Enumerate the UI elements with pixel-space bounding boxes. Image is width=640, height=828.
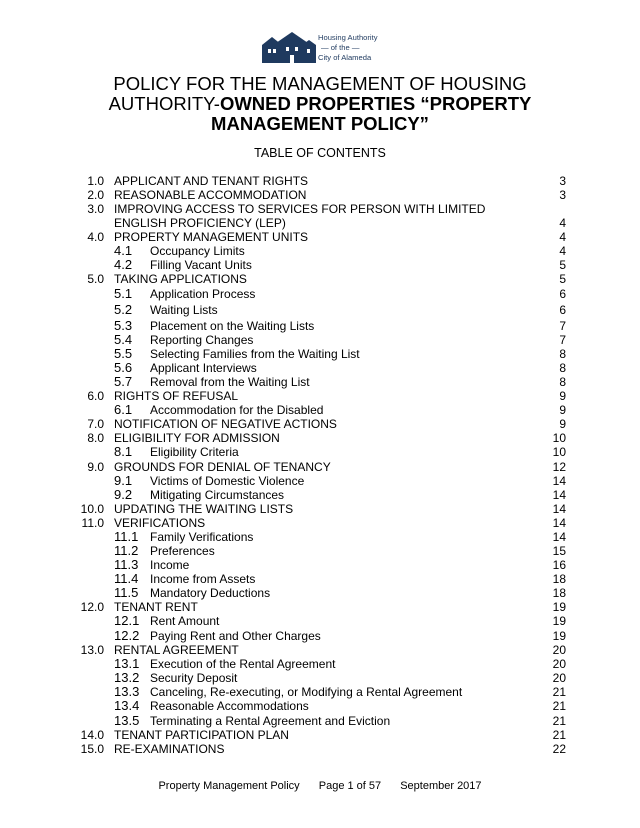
toc-entry-num: 13.1	[114, 656, 140, 671]
toc-heading: TABLE OF CONTENTS	[254, 146, 386, 160]
toc-entry-num: 12.2	[114, 628, 140, 643]
toc-entry-num: 3.0	[87, 202, 104, 216]
toc-entry	[0, 258, 640, 272]
toc-entry	[0, 287, 640, 301]
toc-entry-page: 6	[559, 303, 566, 317]
toc-entry-text: UPDATING THE WAITING LISTS	[114, 502, 294, 516]
toc-entry	[0, 319, 640, 333]
toc-entry-text: Selecting Families from the Waiting List	[150, 347, 360, 361]
toc-entry	[0, 347, 640, 361]
toc-entry-text: GROUNDS FOR DENIAL OF TENANCY	[114, 460, 331, 474]
toc-entry	[0, 403, 640, 417]
toc-entry	[0, 714, 640, 728]
logo-line-3: City of Alameda	[318, 53, 372, 62]
toc-entry-text: TENANT PARTICIPATION PLAN	[114, 728, 289, 742]
toc-entry-page: 10	[552, 445, 566, 459]
toc-entry	[0, 445, 640, 459]
title-line-2	[40, 94, 600, 114]
toc-entry-text: Accommodation for the Disabled	[150, 403, 324, 417]
toc-entry	[0, 699, 640, 713]
title-line-3: MANAGEMENT POLICY”	[211, 113, 429, 134]
toc-entry-text: Mitigating Circumstances	[150, 488, 285, 502]
toc-entry-text: Rent Amount	[150, 614, 220, 628]
footer-date: September 2017	[400, 780, 482, 792]
toc-entry-page: 4	[559, 230, 566, 244]
toc-entry-num: 4.0	[87, 230, 104, 244]
toc-entry-num: 5.1	[114, 286, 133, 301]
toc-entry	[0, 188, 640, 202]
toc-entry-num: 11.5	[114, 585, 139, 600]
toc-entry-text: TENANT RENT	[114, 600, 198, 614]
logo-text	[318, 33, 378, 63]
toc-entry-num: 9.1	[114, 473, 133, 488]
toc-entry-text: Terminating a Rental Agreement and Eviction	[150, 714, 391, 728]
toc-entry-num: 9.0	[87, 460, 104, 474]
toc-entry-page: 20	[552, 643, 566, 657]
toc-entry-page: 4	[559, 244, 566, 258]
toc-entry-num: 7.0	[87, 417, 104, 431]
toc-entry-text: Preferences	[150, 544, 215, 558]
toc-entry-text: Income from Assets	[150, 572, 256, 586]
toc-entry	[0, 244, 640, 258]
toc-entry	[0, 272, 640, 286]
toc-entry	[0, 572, 640, 586]
toc-entry-num: 11.3	[114, 557, 139, 572]
toc-entry-text: Victims of Domestic Violence	[150, 474, 305, 488]
toc-entry-page: 6	[559, 287, 566, 301]
toc-entry-num: 13.3	[114, 684, 140, 699]
footer-page-info: Page 1 of 57	[318, 780, 382, 792]
toc-entry	[0, 460, 640, 474]
toc-entry	[0, 671, 640, 685]
toc-entry-num: 5.4	[114, 332, 133, 347]
footer-doc-name: Property Management Policy	[158, 780, 300, 792]
toc-entry	[0, 361, 640, 375]
toc-entry-num: 8.0	[87, 431, 104, 445]
toc-entry-num: 5.2	[114, 302, 133, 317]
toc-entry	[0, 502, 640, 516]
toc-entry-page: 12	[552, 460, 566, 474]
toc-entry	[0, 742, 640, 756]
toc-entry-text: RE-EXAMINATIONS	[114, 742, 225, 756]
toc-entry	[0, 558, 640, 572]
toc-entry	[0, 614, 640, 628]
toc-entry-text: Reasonable Accommodations	[150, 699, 309, 713]
toc-entry	[0, 230, 640, 244]
toc-entry-text: Security Deposit	[150, 671, 238, 685]
toc-entry-num: 4.1	[114, 243, 133, 258]
toc-entry-text: NOTIFICATION OF NEGATIVE ACTIONS	[114, 417, 337, 431]
toc-entry-num: 6.0	[87, 389, 104, 403]
toc-entry-text: REASONABLE ACCOMMODATION	[114, 188, 307, 202]
toc-entry-page: 20	[552, 671, 566, 685]
toc-entry-num: 13.5	[114, 713, 140, 728]
toc-entry-text: IMPROVING ACCESS TO SERVICES FOR PERSON WITH LIMITED	[114, 202, 486, 216]
toc-entry-page: 18	[552, 572, 566, 586]
toc-entry-num: 13.2	[114, 670, 140, 685]
toc-entry-page: 9	[559, 417, 566, 431]
toc-entry-page: 19	[552, 614, 566, 628]
toc-entry	[0, 375, 640, 389]
toc-entry-num: 12.1	[114, 613, 140, 628]
toc-entry	[0, 586, 640, 600]
toc-entry-text: APPLICANT AND TENANT RIGHTS	[114, 174, 309, 188]
toc-entry-text: Canceling, Re-executing, or Modifying a Rental Agreement	[150, 685, 463, 699]
title-line-2-regular: AUTHORITY-	[108, 93, 220, 114]
toc-entry-page: 22	[552, 742, 566, 756]
toc-entry-text: Paying Rent and Other Charges	[150, 629, 321, 643]
toc-entry-num: 5.5	[114, 346, 133, 361]
toc-entry-page: 9	[559, 389, 566, 403]
toc-entry-page: 5	[559, 258, 566, 272]
toc-entry-num: 13.0	[80, 643, 104, 657]
toc-entry-num: 6.1	[114, 402, 133, 417]
toc-entry-page: 14	[552, 502, 566, 516]
toc-entry-num: 14.0	[80, 728, 104, 742]
toc-entry-text: VERIFICATIONS	[114, 516, 206, 530]
toc-entry	[0, 600, 640, 614]
toc-entry	[0, 516, 640, 530]
toc-entry	[0, 488, 640, 502]
toc-entry-num: 5.7	[114, 374, 133, 389]
toc-entry-page: 20	[552, 657, 566, 671]
toc-entry-page: 10	[552, 431, 566, 445]
toc-entry	[0, 202, 640, 216]
toc-entry-page: 15	[552, 544, 566, 558]
toc-entry-page: 7	[559, 319, 566, 333]
toc-entry	[0, 685, 640, 699]
toc-entry-text: Application Process	[150, 287, 256, 301]
toc-entry-text: Filling Vacant Units	[150, 258, 252, 272]
toc-entry-page: 14	[552, 474, 566, 488]
toc-entry-text: Reporting Changes	[150, 333, 254, 347]
toc-entry-num: 9.2	[114, 487, 133, 502]
toc-entry-page: 9	[559, 403, 566, 417]
toc-entry-page: 8	[559, 375, 566, 389]
title-line-2-bold: OWNED PROPERTIES “PROPERTY	[219, 93, 532, 114]
toc-entry-page: 18	[552, 586, 566, 600]
toc-entry	[0, 417, 640, 431]
toc-entry-text: Execution of the Rental Agreement	[150, 657, 336, 671]
toc-entry-page: 4	[559, 216, 566, 230]
toc-entry	[0, 530, 640, 544]
toc-entry-text: Income	[150, 558, 190, 572]
toc-entry-text: Occupancy Limits	[150, 244, 245, 258]
toc-entry-page: 3	[559, 174, 566, 188]
toc-entry	[0, 544, 640, 558]
toc-entry-page: 8	[559, 347, 566, 361]
toc-entry-num: 4.2	[114, 257, 133, 272]
toc-entry-page: 14	[552, 516, 566, 530]
toc-entry-text: RENTAL AGREEMENT	[114, 643, 239, 657]
toc-entry-page: 8	[559, 361, 566, 375]
document-title	[40, 74, 600, 134]
toc-entry-page: 14	[552, 488, 566, 502]
toc-entry-text: ELIGIBILITY FOR ADMISSION	[114, 431, 280, 445]
toc-entry	[0, 174, 640, 188]
toc-entry-num: 11.1	[114, 529, 139, 544]
toc-entry-num: 5.6	[114, 360, 133, 375]
toc-entry-num: 11.0	[81, 516, 104, 530]
toc-entry-num: 11.4	[114, 571, 139, 586]
toc-entry-num: 15.0	[80, 742, 104, 756]
toc-entry-page: 14	[552, 530, 566, 544]
page-footer	[0, 780, 640, 792]
toc-entry-page: 19	[552, 600, 566, 614]
toc-entry-text: Placement on the Waiting Lists	[150, 319, 315, 333]
logo-line-1: Housing Authority	[318, 33, 378, 42]
toc-entry-page: 19	[552, 629, 566, 643]
toc-entry-text: ENGLISH PROFICIENCY (LEP)	[114, 216, 286, 230]
toc-entry-page: 21	[552, 714, 566, 728]
toc-entry-page: 16	[552, 558, 566, 572]
toc-entry	[0, 333, 640, 347]
logo-line-2: — of the —	[321, 43, 360, 52]
toc-entry-text: Mandatory Deductions	[150, 586, 271, 600]
title-line-1: POLICY FOR THE MANAGEMENT OF HOUSING	[113, 73, 527, 94]
toc-entry	[0, 303, 640, 317]
toc-entry-page: 21	[552, 728, 566, 742]
toc-entry-num: 12.0	[80, 600, 104, 614]
toc-entry-text: Eligibility Criteria	[150, 445, 239, 459]
toc-entry-text: PROPERTY MANAGEMENT UNITS	[114, 230, 309, 244]
toc-entry-num: 1.0	[87, 174, 104, 188]
houses-icon	[262, 31, 316, 65]
toc-entry-text: RIGHTS OF REFUSAL	[114, 389, 239, 403]
toc-entry	[0, 629, 640, 643]
toc-entry	[0, 657, 640, 671]
toc-entry	[0, 474, 640, 488]
toc-entry-text: Family Verifications	[150, 530, 254, 544]
toc-entry-page: 5	[559, 272, 566, 286]
toc-entry-num: 13.4	[114, 698, 140, 713]
toc-entry	[0, 389, 640, 403]
toc-entry-page: 3	[559, 188, 566, 202]
toc-entry-page: 21	[552, 685, 566, 699]
toc-entry-num: 2.0	[87, 188, 104, 202]
housing-authority-logo	[262, 31, 402, 65]
toc-entry-num: 8.1	[114, 444, 133, 459]
toc-entry-text: Waiting Lists	[150, 303, 218, 317]
toc-entry-num: 5.0	[87, 272, 104, 286]
toc-entry-num: 11.2	[114, 543, 139, 558]
toc-entry-text: TAKING APPLICATIONS	[114, 272, 247, 286]
toc-entry	[0, 431, 640, 445]
toc-entry-text: Applicant Interviews	[150, 361, 257, 375]
toc-entry-text: Removal from the Waiting List	[150, 375, 310, 389]
toc-entry	[0, 728, 640, 742]
toc-entry-page: 21	[552, 699, 566, 713]
toc-entry-num: 5.3	[114, 318, 133, 333]
toc-entry	[0, 643, 640, 657]
toc-entry	[0, 216, 640, 230]
toc-entry-page: 7	[559, 333, 566, 347]
toc-entry-num: 10.0	[80, 502, 104, 516]
